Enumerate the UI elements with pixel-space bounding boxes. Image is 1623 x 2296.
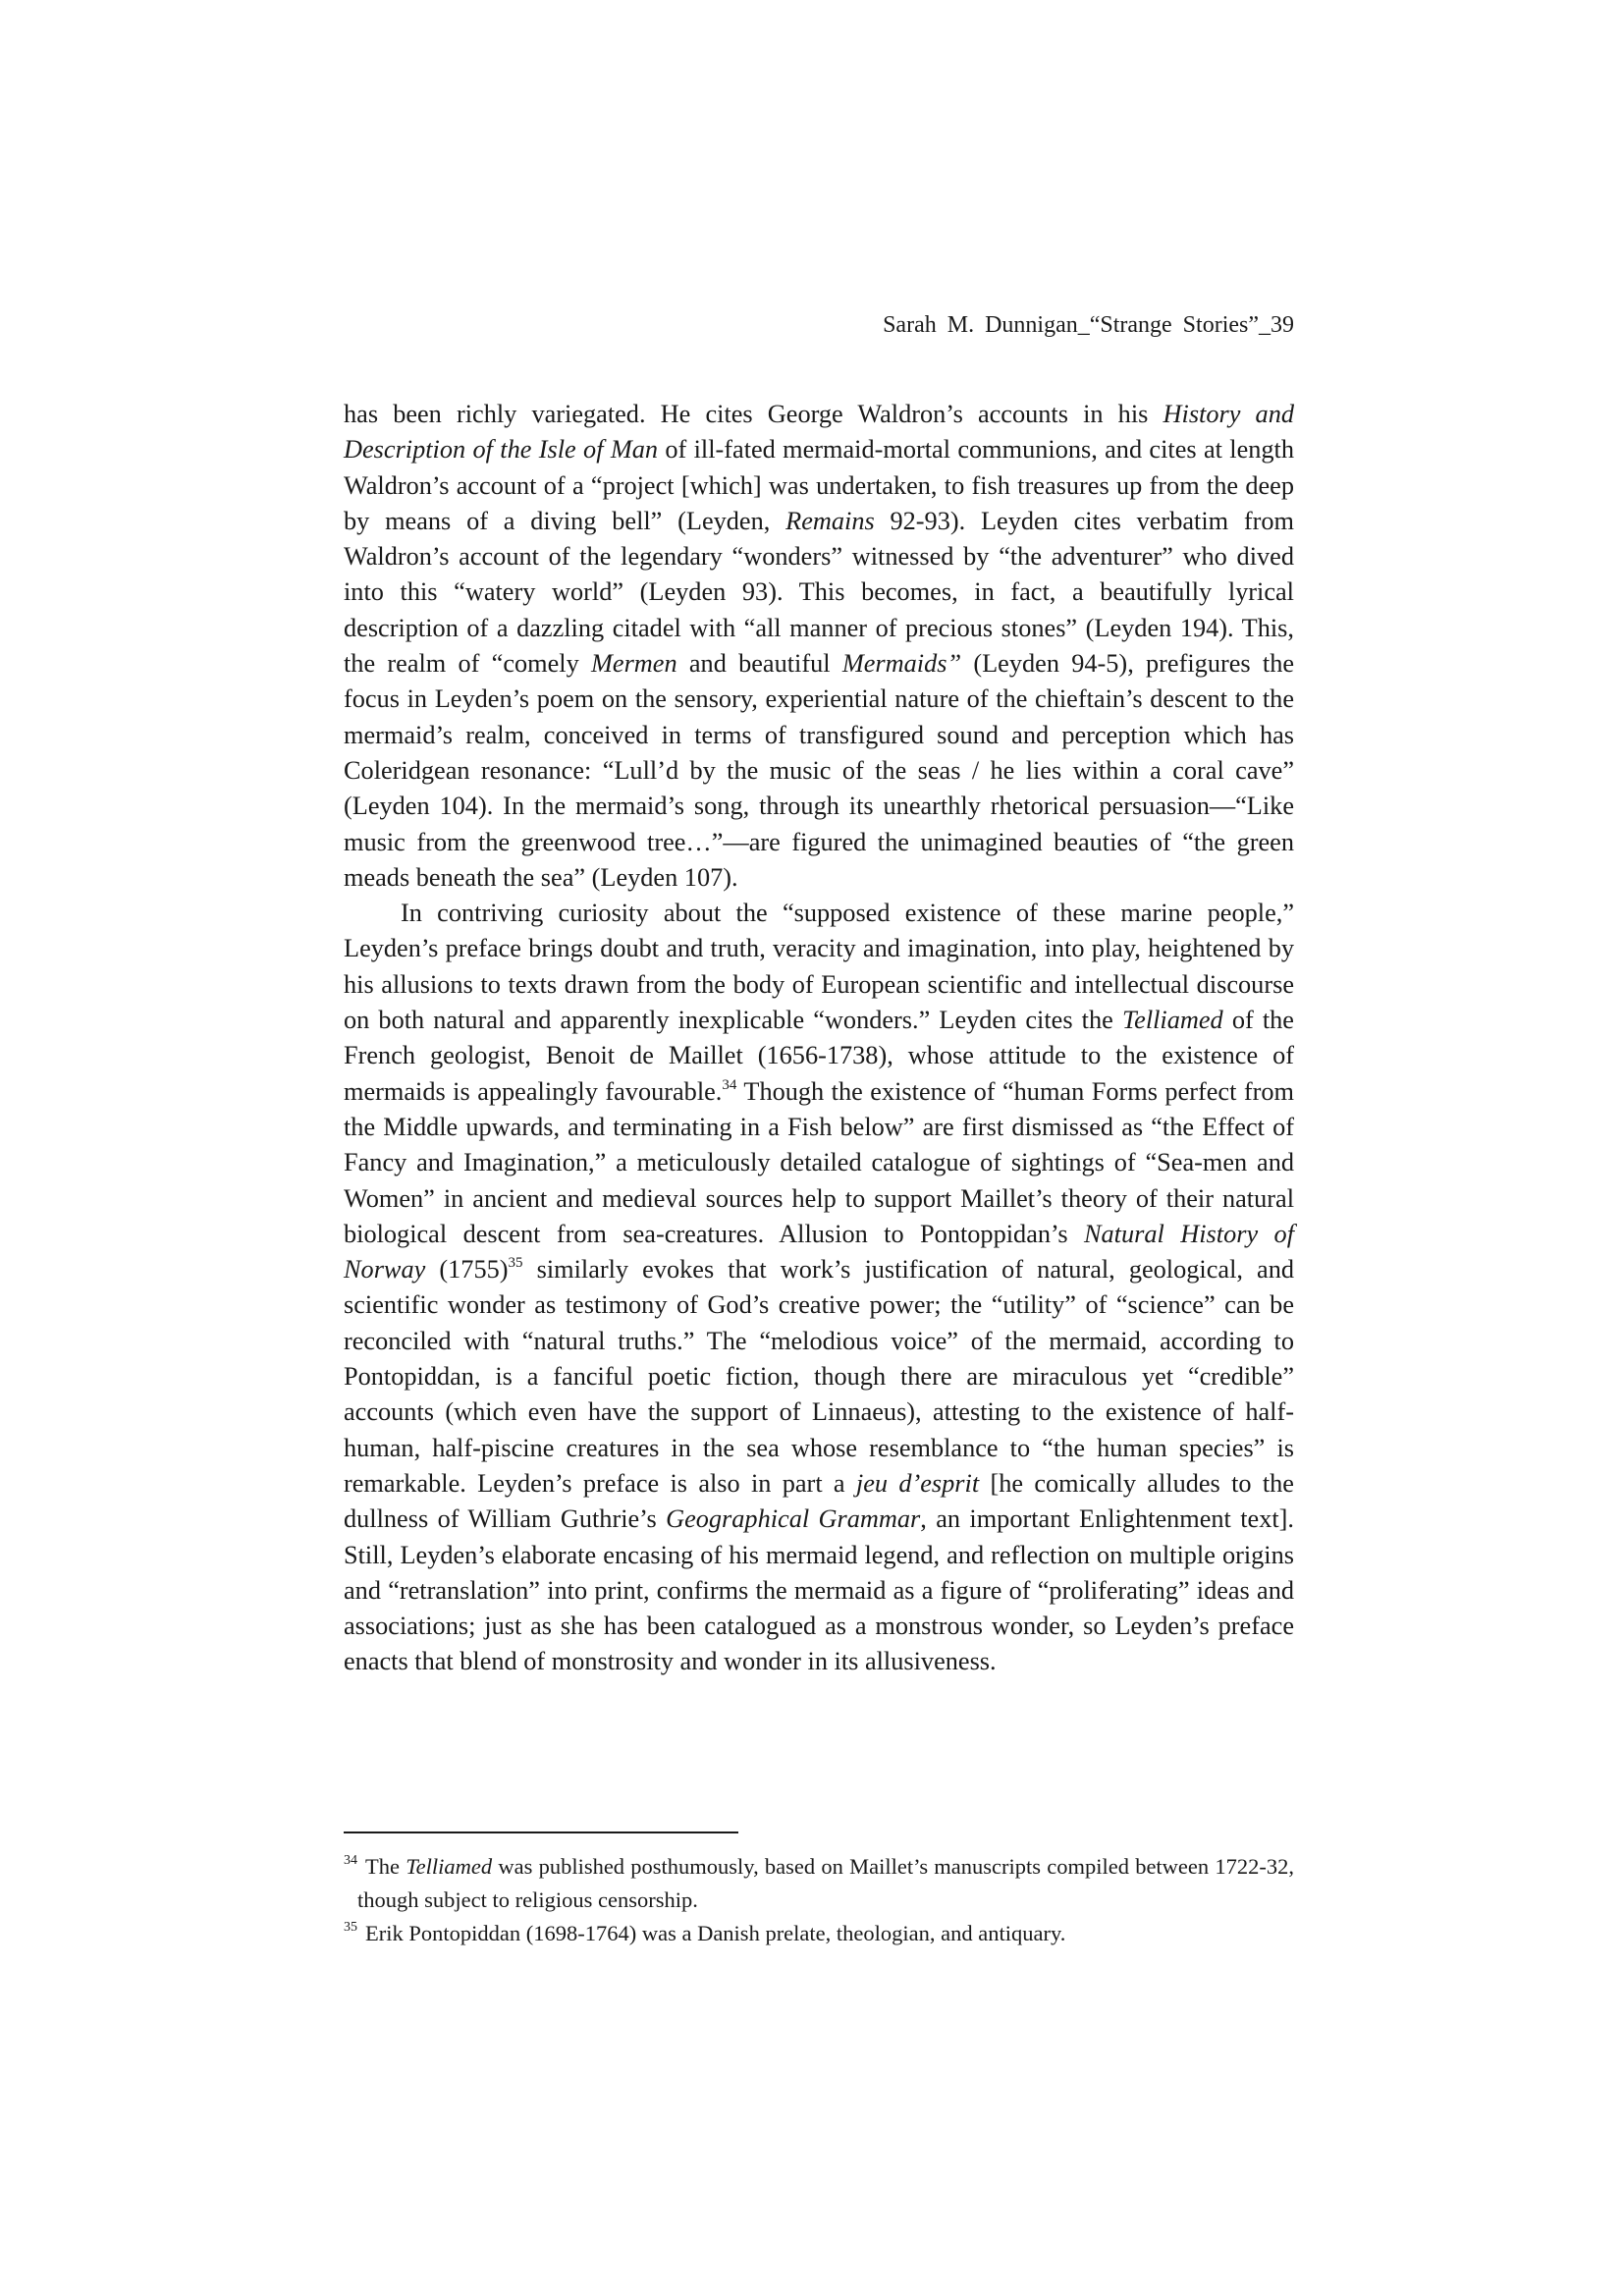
paragraph-1: [344, 397, 1294, 896]
text-run: (Leyden 94-5), prefigures the focus in Leyden’s poem on the sensory, experiential nature of the chieftain’s descent to the mermaid’s realm, conceived in terms of transfigured sound and perception which has Coleridgean resonance: “Lull’d by the music of the seas / he lies within a coral cave” (Leyden 104). In the mermaid’s song, through its unearthly rhetorical persuasion—“Like music from the greenwood tree…”—are figured the unimagined beauties of “the green meads beneath the sea” (Leyden 107).: [344, 649, 1295, 892]
footnote-number: 34: [344, 1853, 357, 1868]
book-title-telliamed: Telliamed: [1121, 1006, 1223, 1035]
footnote-ref-34[interactable]: 34: [722, 1076, 737, 1093]
paragraph-2: [344, 896, 1294, 1680]
footnote-35: [344, 1917, 1294, 1950]
text-run: [he comically alludes to the dullness of William Guthrie’s: [344, 1468, 1294, 1534]
text-run: , an important Enlightenment text]. Still, Leyden’s elaborate encasing of his mermaid legend, and reflection on multiple origins and “retranslation” into print, confirms the mermaid as a figure of “proliferating” ideas and associations; just as she has been catalogued as a monstrous wonder, so Leyden’s preface enacts that blend of monstrosity and wonder in its allusiveness.: [344, 1504, 1294, 1676]
text-run: 92-93). Leyden cites verbatim from Waldron’s account of the legendary “wonders” witnessed by “the adventurer” who dived into this “watery world” (Leyden 93). This becomes, in fact, a beautifully lyrical description of a dazzling citadel with “all manner of precious stones” (Leyden 194). This, the realm of “comely: [344, 506, 1294, 679]
footnote-ref-35[interactable]: 35: [508, 1255, 523, 1272]
book-title-history-isle-of-man: History and Description of the Isle of Man: [344, 400, 1294, 465]
book-title-natural-history-norway: Natural History of Norway: [344, 1219, 1295, 1285]
footnote-34: [344, 1850, 1294, 1917]
text-run: The: [365, 1854, 406, 1879]
footnotes: [344, 1850, 1294, 1950]
italic-mermen: Mermen: [591, 649, 677, 679]
text-run: Though the existence of “human Forms perfect from the Middle upwards, and terminating in a Fish below” are first dismissed as “the Effect of Fancy and Imagination,” a meticulously detailed catalogue of sightings of “Sea-men and Women” in ancient and medieval sources help to support Maillet’s theory of their natural biological descent from sea-creatures. Allusion to Pontoppidan’s: [344, 1076, 1294, 1248]
text-run: and beautiful: [676, 649, 842, 679]
text-run: of the French geologist, Benoit de Maillet (1656-1738), whose attitude to the existence of mermaids is appealingly favourable.: [344, 1006, 1294, 1106]
footnote-separator: [344, 1831, 738, 1833]
book-title-remains: Remains: [785, 506, 875, 535]
italic-jeu-desprit: jeu d’esprit: [855, 1468, 980, 1498]
text-run: was published posthumously, based on Maillet’s manuscripts compiled between 1722-32, though subject to religious censorship.: [357, 1854, 1294, 1912]
text-run: has been richly variegated. He cites George Waldron’s accounts in his: [344, 400, 1163, 428]
text-run: of ill-fated mermaid-mortal communions, and cites at length Waldron’s account of a “project [which] was undertaken, to fish treasures up from the deep by means of a diving bell” (Leyden,: [344, 435, 1294, 535]
running-head: Sarah M. Dunnigan_“Strange Stories”_39: [883, 312, 1294, 338]
book-title-telliamed: Telliamed: [406, 1854, 493, 1879]
italic-mermaids: Mermaids”: [841, 649, 962, 679]
text-run: similarly evokes that work’s justification of natural, geological, and scientific wonder as testimony of God’s creative power; the “utility” of “science” can be reconciled with “natural truths.” The “melodious voice” of the mermaid, according to Pontopiddan, is a fanciful poetic fiction, though there are miraculous yet “credible” accounts (which even have the support of Linnaeus), attesting to the existence of half-human, half-piscine creatures in the sea whose resemblance to “the human species” is remarkable. Leyden’s preface is also in part a: [344, 1255, 1295, 1498]
book-title-geographical-grammar: Geographical Grammar: [666, 1504, 921, 1534]
body-text: [344, 397, 1294, 1680]
text-run: In contriving curiosity about the “supposed existence of these marine people,” Leyden’s preface brings doubt and truth, veracity and imagination, into play, heightened by his allusions to texts drawn from the body of European scientific and intellectual discourse on both natural and apparently inexplicable “wonders.” Leyden cites the: [344, 899, 1294, 1035]
text-run: Erik Pontopiddan (1698-1764) was a Danish prelate, theologian, and antiquary.: [365, 1921, 1066, 1945]
footnote-number: 35: [344, 1920, 357, 1935]
text-run: (1755): [425, 1255, 509, 1285]
